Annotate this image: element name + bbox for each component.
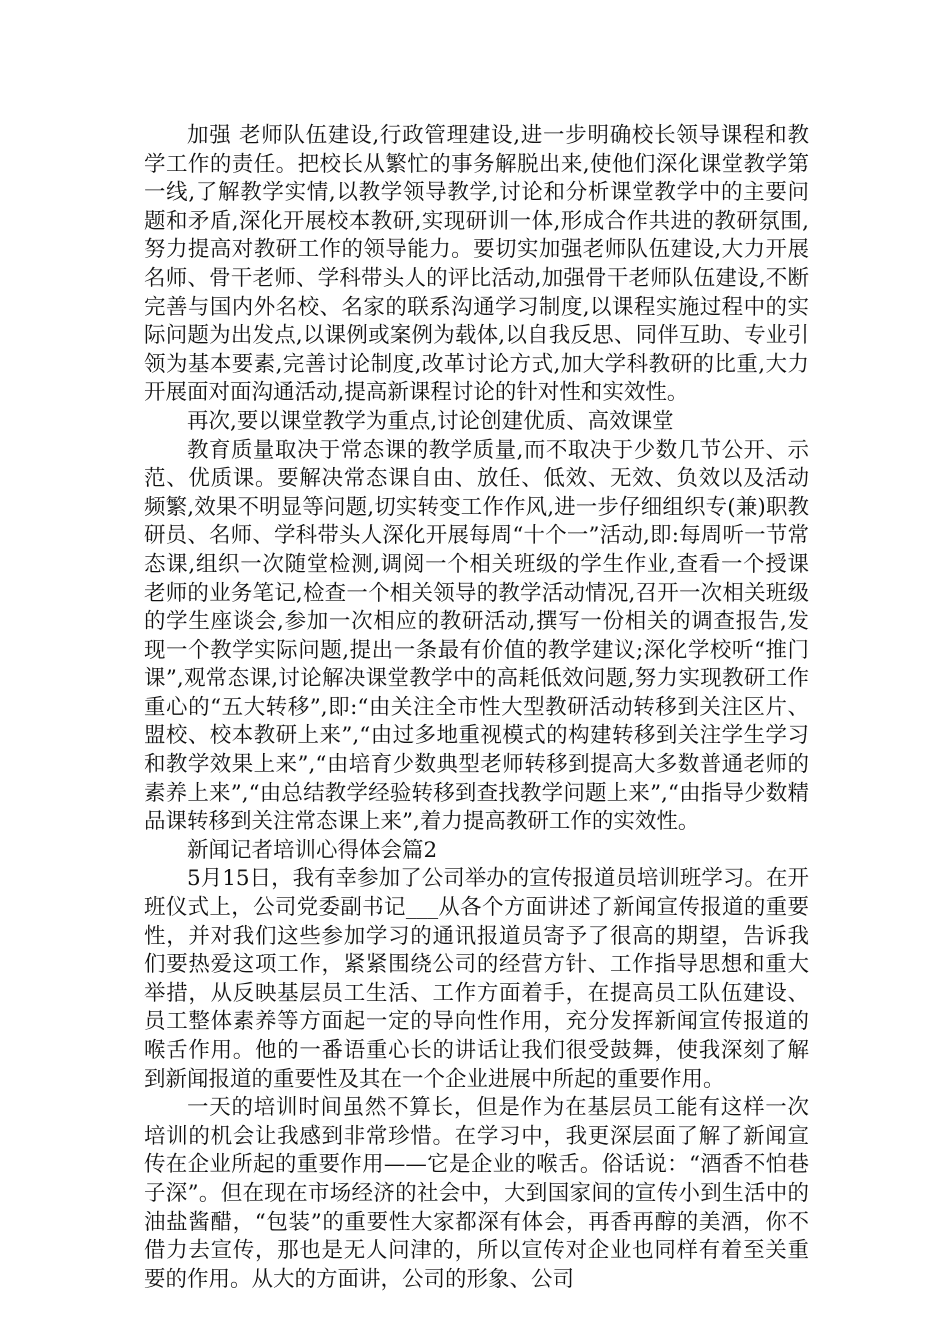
paragraph-teacher-team-building: 加强 老师队伍建设,行政管理建设,进一步明确校长领导课程和教学工作的责任。把校长从繁忙的事务解脱出来,使他们深化课堂教学第一线,了解教学实情,以教学领导教学,讨论和分析课堂教学中的主要问题和矛盾,深化开展校本教研,实现研训一体,形成合作共进的教研氛围,努力提高对教研工作的领导能力。要切实加强老师队伍建设,大力开展名师、骨干老师、学科带头人的评比活动,加强骨干老师队伍建设,不断完善与国内外名校、名家的联系沟通学习制度,以课程实施过程中的实际问题为出发点,以课例或案例为载体,以自我反思、同伴互助、专业引领为基本要素,完善讨论制度,改革讨论方式,加大学科教研的比重,大力开展面对面沟通活动,提高新课程讨论的针对性和实效性。: [144, 123, 809, 406]
paragraph-classroom-focus: 再次,要以课堂教学为重点,讨论创建优质、高效课堂: [187, 408, 674, 434]
section-heading: 新闻记者培训心得体会篇2: [187, 837, 438, 863]
paragraph-training-reflection: 一天的培训时间虽然不算长，但是作为在基层员工能有这样一次培训的机会让我感到非常珍惜。在学习中，我更深层面了解了新闻宣传在企业所起的重要作用——它是企业的喉舌。俗话说：“酒香不怕巷子深”。但在现在市场经济的社会中，大到国家间的宣传小到生活中的油盐酱醋，“包装”的重要性大家都深有体会，再香再醇的美酒，你不借力去宣传，那也是无人问津的，所以宣传对企业也同样有着至关重要的作用。从大的方面讲，公司的形象、公司: [144, 1095, 809, 1292]
paragraph-training-class: 5月15日，我有幸参加了公司举办的宣传报道员培训班学习。在开班仪式上，公司党委副书记___从各个方面讲述了新闻宣传报道的重要性，并对我们这些参加学习的通讯报道员寄予了很高的期望，告诉我们要热爱这项工作，紧紧围绕公司的经营方针、工作指导思想和重大举措，从反映基层员工生活、工作方面着手，在提高员工队伍建设、员工整体素养等方面起一定的导向性作用，充分发挥新闻宣传报道的喉舌作用。他的一番语重心长的讲话让我们很受鼓舞，使我深刻了解到新闻报道的重要性及其在一个企业进展中所起的重要作用。: [144, 866, 809, 1092]
document-body: [144, 122, 809, 1294]
paragraph-teaching-quality: 教育质量取决于常态课的教学质量,而不取决于少数几节公开、示范、优质课。要解决常态课自由、放任、低效、无效、负效以及活动频繁,效果不明显等问题,切实转变工作作风,进一步仔细组织专(兼)职教研员、名师、学科带头人深化开展每周“十个一”活动,即:每周听一节常态课,组织一次随堂检测,调阅一个相关班级的学生作业,查看一个授课老师的业务笔记,检查一个相关领导的教学活动情况,召开一次相关班级的学生座谈会,参加一次相应的教研活动,撰写一份相关的调查报告,发现一个教学实际问题,提出一条最有价值的教学建议;深化学校听“推门课”,观常态课,讨论解决课堂教学中的高耗低效问题,努力实现教研工作重心的“五大转移”,即:“由关注全市性大型教研活动转移到关注区片、盟校、校本教研上来”,“由过多地重视模式的构建转移到关注学生学习和教学效果上来”,“由培育少数典型老师转移到提高大多数普通老师的素养上来”,“由总结教学经验转移到查找教学问题上来”,“由指导少数精品课转移到关注常态课上来”,着力提高教研工作的实效性。: [144, 437, 809, 835]
